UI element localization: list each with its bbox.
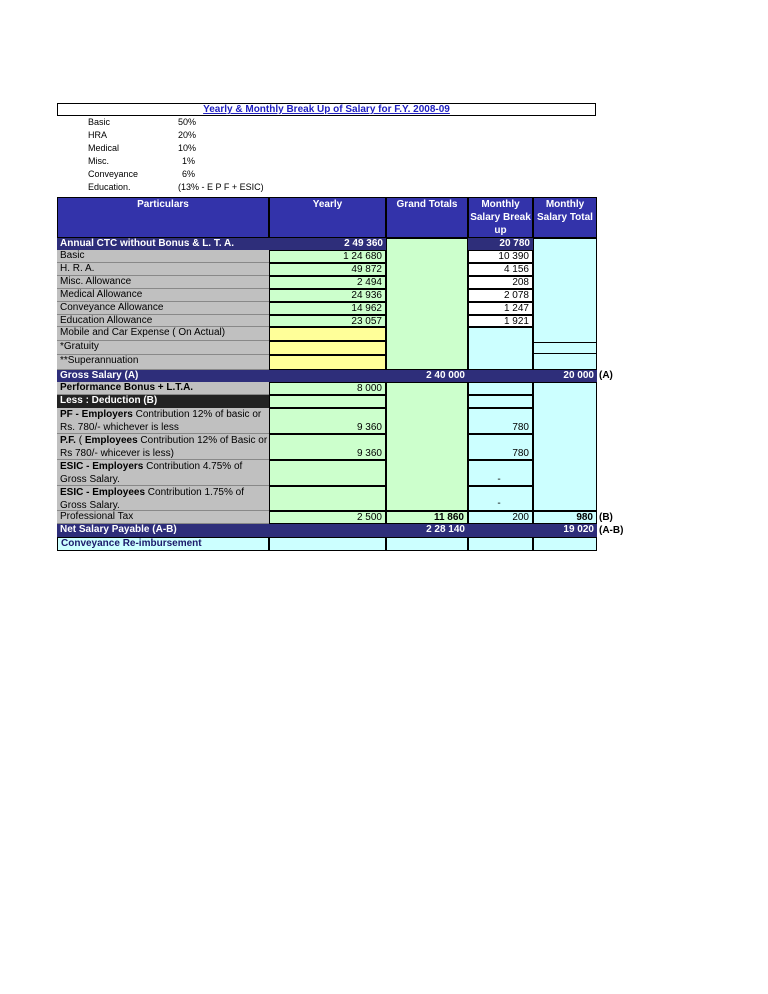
row-prof-tax-monthly-total: 980 bbox=[533, 511, 597, 524]
pct-label: Basic bbox=[88, 117, 111, 127]
header-particulars: Particulars bbox=[57, 197, 269, 238]
row-performance-monthly bbox=[468, 382, 533, 395]
pct-label: Misc. bbox=[88, 156, 109, 166]
row-mobile-yearly bbox=[269, 327, 386, 341]
header-monthly-breakup: Monthly Salary Break up bbox=[468, 197, 533, 238]
esic-employee-bold: ESIC - Employees bbox=[60, 487, 146, 498]
sheet-title: Yearly & Monthly Break Up of Salary for F.Y. 2008-09 bbox=[203, 104, 450, 115]
grand-col-bg-mid bbox=[386, 382, 468, 511]
row-medical-label: Medical Allowance bbox=[57, 289, 269, 302]
row-conveyance-yearly: 14 962 bbox=[269, 302, 386, 315]
row-annual-ctc-monthly: 20 780 bbox=[468, 238, 533, 250]
monthly-col-bg-empty bbox=[468, 327, 533, 370]
esic-employer-bold: ESIC - Employers bbox=[60, 461, 144, 472]
header-monthly-total: Monthly Salary Total bbox=[533, 197, 597, 238]
pct-label: Conveyance bbox=[88, 169, 139, 179]
row-gross-label: Gross Salary (A) bbox=[57, 370, 269, 382]
row-annual-ctc-label: Annual CTC without Bonus & L. T. A. bbox=[57, 238, 269, 250]
row-conv-reimb-yearly bbox=[269, 537, 386, 551]
pf-employee-rest: Contribution 12% of Basic or Rs 780/- whicever is less) bbox=[60, 435, 268, 459]
row-gross-yearly bbox=[269, 370, 386, 382]
row-net-grand: 2 28 140 bbox=[386, 524, 468, 537]
row-education-monthly: 1 921 bbox=[468, 315, 533, 327]
row-hra-yearly: 49 872 bbox=[269, 263, 386, 276]
row-esic-employer-yearly bbox=[269, 460, 386, 486]
sheet-title-box bbox=[57, 103, 596, 116]
row-annual-ctc-yearly: 2 49 360 bbox=[269, 238, 386, 250]
row-education-label: Education Allowance bbox=[57, 315, 269, 327]
row-prof-tax-yearly: 2 500 bbox=[269, 511, 386, 524]
pf-employee-bold2: Employees bbox=[84, 435, 138, 446]
row-performance-yearly: 8 000 bbox=[269, 382, 386, 395]
row-esic-employee-label bbox=[57, 486, 269, 511]
pct-value: (13% - E P F + ESIC) bbox=[178, 182, 264, 192]
row-esic-employer-monthly: - bbox=[468, 460, 533, 486]
pct-value: 10% bbox=[178, 143, 197, 153]
monthly-total-lines bbox=[533, 342, 597, 354]
row-less-monthly bbox=[468, 395, 533, 408]
esic-employee-rest: Contribution 1.75% of Gross Salary. bbox=[60, 487, 244, 511]
row-net-label: Net Salary Payable (A-B) bbox=[57, 524, 269, 537]
row-less-yearly bbox=[269, 395, 386, 408]
row-medical-monthly: 2 078 bbox=[468, 289, 533, 302]
row-misc-monthly: 208 bbox=[468, 276, 533, 289]
row-esic-employer-label bbox=[57, 460, 269, 486]
grand-col-bg-top bbox=[386, 238, 468, 370]
row-prof-tax-monthly: 200 bbox=[468, 511, 533, 524]
row-net-monthly bbox=[468, 524, 533, 537]
row-pf-employee-label: P.F. ( Employees Contribution 12% of Basic or Rs 780/- whicever is less) bbox=[57, 434, 269, 460]
monthly-total-col-bg-mid bbox=[533, 382, 597, 511]
row-basic-yearly: 1 24 680 bbox=[269, 250, 386, 263]
row-pf-employee-monthly: 780 bbox=[468, 434, 533, 460]
row-less-label: Less : Deduction (B) bbox=[57, 395, 269, 408]
esic-employer-rest: Contribution 4.75% of Gross Salary. bbox=[60, 461, 243, 485]
row-mobile-label: Mobile and Car Expense ( On Actual) bbox=[57, 327, 269, 341]
row-misc-label: Misc. Allowance bbox=[57, 276, 269, 289]
row-gross-suffix: (A) bbox=[599, 370, 613, 381]
pf-employee-bold: P.F. bbox=[60, 435, 76, 446]
row-hra-monthly: 4 156 bbox=[468, 263, 533, 276]
row-pf-employer-label bbox=[57, 408, 269, 434]
header-grand-totals: Grand Totals bbox=[386, 197, 468, 238]
row-conv-reimb-monthly bbox=[468, 537, 533, 551]
pf-employer-bold: PF - Employers bbox=[60, 409, 133, 420]
row-medical-yearly: 24 936 bbox=[269, 289, 386, 302]
row-superannuation-label: **Superannuation bbox=[57, 355, 269, 370]
row-prof-tax-suffix: (B) bbox=[599, 512, 613, 523]
row-gross-monthly bbox=[468, 370, 533, 382]
pct-value: 20% bbox=[178, 130, 197, 140]
pf-employer-rest: Contribution 12% of basic or Rs. 780/- whichever is less bbox=[60, 409, 262, 433]
pct-label: Medical bbox=[88, 143, 120, 153]
row-pf-employer-yearly: 9 360 bbox=[269, 408, 386, 434]
row-gross-monthly-total: 20 000 bbox=[533, 370, 597, 382]
row-misc-yearly: 2 494 bbox=[269, 276, 386, 289]
row-performance-label: Performance Bonus + L.T.A. bbox=[57, 382, 269, 395]
row-conveyance-monthly: 1 247 bbox=[468, 302, 533, 315]
row-conv-reimb-grand bbox=[386, 537, 468, 551]
header-yearly: Yearly bbox=[269, 197, 386, 238]
row-conv-reimb-label: Conveyance Re-imbursement bbox=[57, 537, 269, 551]
pct-label: HRA bbox=[88, 130, 108, 140]
row-pf-employer-monthly: 780 bbox=[468, 408, 533, 434]
row-gratuity-label: *Gratuity bbox=[57, 341, 269, 355]
pct-value: 6% bbox=[182, 169, 196, 179]
row-basic-label: Basic bbox=[57, 250, 269, 263]
row-basic-monthly: 10 390 bbox=[468, 250, 533, 263]
row-pf-employee-yearly: 9 360 bbox=[269, 434, 386, 460]
row-esic-employee-yearly bbox=[269, 486, 386, 511]
row-net-suffix: (A-B) bbox=[599, 525, 624, 536]
row-net-yearly bbox=[269, 524, 386, 537]
row-gross-grand: 2 40 000 bbox=[386, 370, 468, 382]
pct-value: 50% bbox=[178, 117, 197, 127]
row-net-monthly-total: 19 020 bbox=[533, 524, 597, 537]
row-prof-tax-label: Professional Tax bbox=[57, 511, 269, 524]
row-education-yearly: 23 057 bbox=[269, 315, 386, 327]
row-prof-tax-grand: 11 860 bbox=[386, 511, 468, 524]
row-gratuity-yearly bbox=[269, 341, 386, 355]
row-hra-label: H. R. A. bbox=[57, 263, 269, 276]
row-superannuation-yearly bbox=[269, 355, 386, 370]
row-esic-employee-monthly: - bbox=[468, 486, 533, 511]
row-conveyance-label: Conveyance Allowance bbox=[57, 302, 269, 315]
pct-label: Education. bbox=[88, 182, 131, 192]
row-conv-reimb-monthly-total bbox=[533, 537, 597, 551]
pct-value: 1% bbox=[182, 156, 196, 166]
